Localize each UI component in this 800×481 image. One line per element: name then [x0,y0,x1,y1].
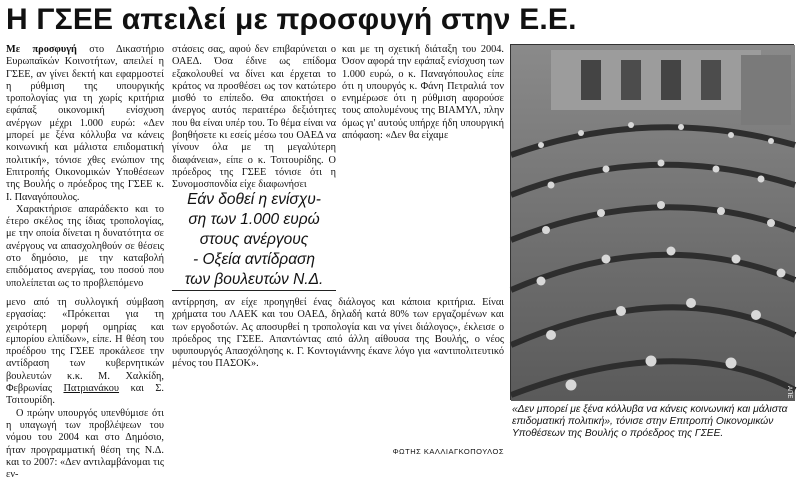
article-column-2 [172,44,336,191]
parliament-photo [510,44,794,400]
photo-credit: ΑΠΕ [786,386,792,399]
article-column-3 [342,44,504,294]
parliament-photo-image [511,45,795,401]
paragraph-3: Ο πρώην υπουργός υπενθύμισε ότι η υπαγωγή των προβλέψεων του νόμου του 2004 και στο Δημόσιο, ήταν προγραμματική θέση της Ν.Δ. και το 2007: «Δεν αντιλαμβάνομαι τις εν- [6,407,164,481]
paragraph-col2: στάσεις σας, αφού δεν επιβαρύνεται ο ΟΑΕΔ. Όσα έδινε ως επίδομα εξακολουθεί να δίνει και έρχεται το κράτος να προσθέσει ως τον κατώτερο μισθό το επίπεδο. Θα αποκτήσει ο άνεργος αυτός περαιτέρω δεξιότητες που θα είναι υπέρ του. Το θέμα είναι να βοηθήσετε κι εσείς μέσω του ΟΑΕΔ να γίνουν όλα με τη μεγαλύτερη διαφάνεια», είπε ο κ. Τσιτουρίδης. Ο πρόεδρος της ΓΣΕΕ τόνισε ότι η Συνομοσπονδία είχε διαφωνήσει [172,44,336,191]
paragraph-wide [6,297,164,408]
paragraph-lead [6,44,164,204]
pull-quote-line: Εάν δοθεί η ενίσχυ- [187,191,321,208]
pull-quote [172,186,336,291]
photo-caption: «Δεν μπορεί με ξένα κόλλυβα να κάνεις κοινωνική και μάλιστα επιδοματική πολιτική», τόνισε στην Επιτροπή Οικονομικών Υποθέσεων της Βουλής ο πρόεδρος της ΓΣΕΕ. [512,404,788,440]
pull-quote-line: ση των 1.000 ευρώ [188,211,320,228]
wide-text-end: και Σ. Τσιτουρίδη. [6,383,164,407]
paragraph-col2-bottom: αντίρρηση, αν είχε προηγηθεί ένας διάλογος και κάποια κριτήρια. Είναι χρήματα του ΛΑΕΚ και του ΟΑΕΔ, δηλαδή κατά 80% των εργαζομένων και των εργοδοτών. Ας αποσυρθεί η τροπολογία και να γίνει διάλογος», έκλεισε ο πρόεδρος της ΓΣΕΕ. Απαντώντας από άλλη αίθουσα της Βουλής, ο νέος υφυπουργός Απασχόλησης κ. Γ. Κοντογιάννης έκανε λόγο για «αντιπολιτευτικό μένος του ΠΑΣΟΚ». [172,297,504,370]
wide-text: μενο από τη συλλογική σύμβαση εργασίας: «Πρόκειται για τη χειρότερη μορφή ομηρίας και εμπορίου ελπίδων», είπε. Η θέση του προέδρου της ΓΣΕΕ προκάλεσε την αντίδραση των κυβερνητικών βουλευτών κ.κ. Μ. Χαλκίδη, Φεβρωνίας [6,297,164,395]
pull-quote-line: των βουλευτών Ν.Δ. [184,271,324,288]
paragraph-col3: και με τη σχετική διάταξη του 2004. Όσον αφορά την εφάπαξ ενίσχυση των 1.000 ευρώ, ο κ. Παναγόπουλος είπε ότι η υπουργός κ. Φάνη Πετραλιά τον ενημέρωσε ότι η ρύθμιση αφορούσε τους απολυμένους της ΒΙΑΜΥΛ, πλην όμως γι' αυτούς υπήρχε ήδη υπουργική απόφαση: «Δεν θα είχαμε [342,44,504,142]
byline: ΦΩΤΗΣ ΚΑΛΛΙΑΓΚΟΠΟΥΛΟΣ [392,447,504,456]
article-column-1-bottom [6,297,164,481]
lead-bold: Με προσφυγή [6,44,77,55]
paragraph-2: Χαρακτήρισε απαράδεκτο και το έτερο σκέλος της ίδιας τροπολογίας, με την οποία δίνεται η δυνατότητα σε ανέργους να απασχοληθούν σε θέσεις στο δημόσιο, με την καταβολή επιδόματος ανεργίας, του ποσού που υπολείπεται ως το προβλεπόμενο [6,203,164,289]
pull-quote-line: - Οξεία αντίδραση [193,251,315,268]
pull-quote-line: στους ανέργους [199,231,309,248]
paragraph-lead-text: στο Δικαστήριο Ευρωπαϊκών Κοινοτήτων, απειλεί η ΓΣΕΕ, αν γίνει δεκτή και εφαρμοστεί η ρύθμιση της υπουργικής τροπολογίας για τη χωρίς κριτήρια εφάπαξ οικονομική ενίσχυση ανέργων μέχρι 1.000 ευρώ: «Δεν μπορεί με ξένα κόλλυβα να κάνεις κοινωνική και μάλιστα επιδοματική πολιτική», τόνισε χθες ενώπιον της Επιτροπής Οικονομικών Υποθέσεων της Βουλής ο πρόεδρος της ΓΣΕΕ κ. Ι. Παναγόπουλος. [6,44,164,203]
article-column-2-bottom [172,297,504,442]
headline: Η ΓΣΕΕ απειλεί με προσφυγή στην Ε.Ε. [6,3,577,36]
underlined-name: Πατριανάκου [63,383,120,395]
